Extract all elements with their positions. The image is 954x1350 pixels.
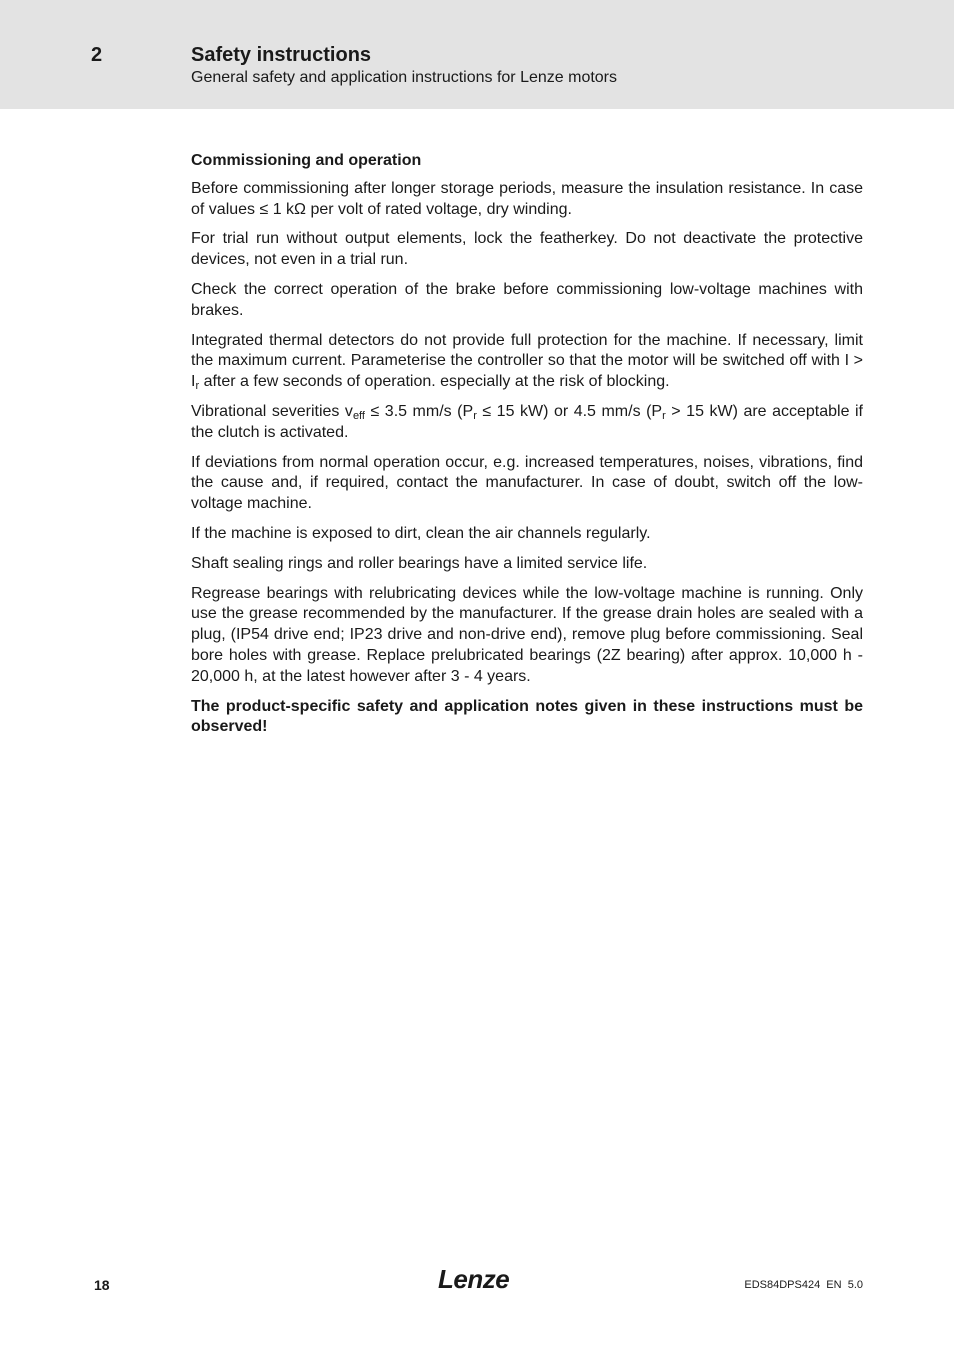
paragraph-vibration (191, 402, 863, 444)
paragraph-trial-run: For trial run without output elements, lock the featherkey. Do not deactivate the protective devices, not even in a trial run. (191, 230, 863, 269)
lenze-logo: Lenze (438, 1264, 510, 1294)
header-band (0, 0, 954, 109)
paragraph-service-life: Shaft sealing rings and roller bearings have a limited service life. (191, 554, 648, 572)
subscript: eff (352, 409, 365, 422)
paragraph-insulation: Before commissioning after longer storage periods, measure the insulation resistance. In case of values ≤ 1 kΩ per volt of rated voltage, dry winding. (191, 179, 863, 218)
chapter-title: Safety instructions (191, 44, 372, 66)
text-run: Vibrational severities v (191, 402, 353, 420)
text-run: after a few seconds of operation. especially at the risk of blocking. (199, 373, 670, 391)
text-run: > 15 kW) are acceptable if the clutch is activated. (191, 402, 864, 441)
content-body (191, 151, 863, 747)
paragraph-regrease: Regrease bearings with relubricating devices while the low-voltage machine is running. Only use the grease recommended by the manufacturer. If the grease drain holes are sealed with a plug, (IP54 drive end; IP23 drive and non-drive end), remove plug before commissioning. Seal bore holes with grease. Replace prelubricated bearings (2Z bearing) after approx. 10,000 h - 20,000 h, at the latest however after 3 - 4 years. (191, 584, 863, 685)
subscript: r (473, 409, 477, 422)
text-run: ≤ 15 kW) or 4.5 mm/s (P (476, 402, 663, 420)
text-run: Integrated thermal detectors do not provide full protection for the machine. If necessary, limit the maximum current. Parameterise the controller so that the motor will be switched off with I > I (191, 331, 863, 391)
chapter-number: 2 (91, 44, 103, 66)
paragraph-brake-check: Check the correct operation of the brake before commissioning low-voltage machines with brakes. (191, 280, 863, 319)
section-heading: Commissioning and operation (191, 152, 422, 169)
text-run: ≤ 3.5 mm/s (P (364, 402, 474, 420)
subscript: r (195, 380, 200, 393)
paragraph-thermal-detectors (191, 331, 863, 393)
page-number: 18 (94, 1277, 110, 1293)
document-id: EDS84DPS424 EN 5.0 (744, 1279, 863, 1291)
paragraph-deviations: If deviations from normal operation occur, e.g. increased temperatures, noises, vibrations, find the cause and, if required, contact the manufacturer. In case of doubt, switch off the low-voltage machine. (191, 453, 863, 513)
chapter-subtitle: General safety and application instructions for Lenze motors (191, 69, 618, 86)
paragraph-dirt: If the machine is exposed to dirt, clean the air channels regularly. (191, 524, 651, 542)
paragraph-notice: The product-specific safety and application notes given in these instructions must be observed! (191, 697, 863, 736)
subscript: r (662, 409, 666, 422)
